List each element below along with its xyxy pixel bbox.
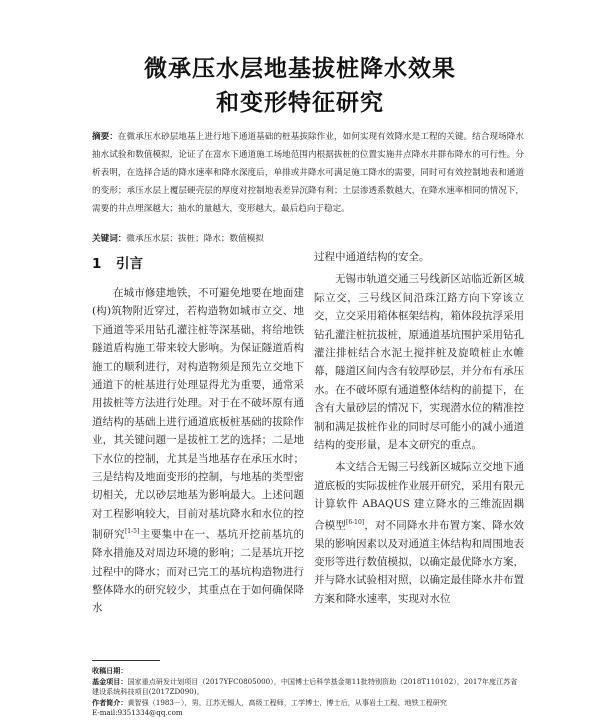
keywords-label: 关键词： — [92, 234, 127, 244]
keywords-text: 微承压水层；拔桩；降水；数值模拟 — [126, 234, 264, 244]
abstract-text: 在微承压水砂层地基上进行地下通道基础的桩基拔除作业，如何实现有效降水是工程的关键。结合现场降水抽水试验和数值模拟，论证了在富水下通道施工场地范围内根据拔桩的位置实施井点降水井群布降水的可行性。分析表明，在选择合适的降水速率和降水深度后，单排或井降水可满足施工降水的需要，同时可有效控制地表和通道的变形；承压水层上覆层硬壳层的厚度对控制地表差异沉降有利；土层渗透系数越大，在降水速率相同的情况下，需要的井点埋深越大；抽水的量越大，变形越大，最后趋向于稳定。 — [92, 132, 524, 214]
author-note — [92, 698, 524, 709]
paper-title-line-2: 和变形特征研究 — [216, 90, 384, 116]
intro-paragraph-3-continued: ，对不同降水井布置方案、降水效果的影响因素以及对通道主体结构和周围地表变形等进行数值模拟，以确定最优降水方案，并与降水试验相对照，以确定最佳降水井布置方案和降水速率，实现对水位 — [314, 519, 525, 605]
intro-paragraph-2: 无锡市轨道交通三号线新区站临近新区城际立交，三号线区间沿珠江路方向下穿该立交，立交采用箱体框架结构，箱体段抗浮采用钻孔灌注桩抗拔桩，原通道基坑围护采用钻孔灌注排桩结合水泥土搅拌桩及旋喷桩止水帷幕，隧道区间内含有较厚砂层，并分布有承压水。在不破坏原有通道整体结构的前提下，在含有大量砂层的情况下，实现潜水位的精准控制和满足拔桩作业的同时尽可能小的减小通道结构的变形量，是本文研究的重点。 — [314, 273, 524, 452]
intro-paragraph-3 — [314, 458, 524, 608]
keywords — [92, 232, 524, 246]
intro-paragraph-3-text: 本文结合无锡三号线新区城际立交地下通道底板的实际拔桩作业展开研究，采用有限元计算软件 ABAQUS 建立降水的三维流固耦合模型 — [314, 461, 524, 532]
paper-title-line-1: 微承压水层地基拔桩降水效果 — [144, 56, 456, 82]
citation-1-5: [1-5] — [124, 528, 140, 536]
author-text: 黄智强（1983－），男，江苏无锡人，高级工程师，工学博士，博士后，从事岩土工程、地铁工程研究 — [127, 697, 447, 707]
fund-label: 基金项目： — [92, 676, 128, 686]
fund-note — [92, 677, 524, 698]
intro-paragraph-1-continued: 主要集中在一、基坑开挖前基坑的降水措施及对周边环境的影响；二是基坑开挖过程中的降水；而对已完工的基坑构造物进行整体降水的研究较少，其重点在于如何确保降水 — [92, 528, 305, 615]
abstract — [92, 128, 524, 218]
received-date — [92, 666, 524, 677]
right-column — [314, 248, 524, 608]
intro-paragraph-1-text: 在城市修建地铁，不可避免地要在地面建(构)筑物附近穿过，若构造物如城市立交、地下通道等采用钻孔灌注桩等深基础，将给地铁隧道盾构施工带来较大影响。为保证隧道盾构施工的顺利进行，对构造物须是预先立交地下通道下的桩基进行处理显得尤为重要，通常采用拔桩等方法进行处理。对于在不破坏原有通道结构的基础上进行通道底板桩基础的拔除作业，其关键问题一是拔桩工艺的选择；二是地下水位的控制，尤其是当地基存在承压水时；三是结构及地面变形的控制，与地基的类型密切相关，尤以砂层地基为影响最大。上述问题对工程影响较大，目前对基坑降水和水位的控制研究 — [92, 287, 304, 541]
left-column — [92, 284, 304, 618]
citation-6-10: [6-10] — [345, 518, 365, 526]
section-heading-introduction — [92, 252, 143, 272]
section-title: 引言 — [116, 256, 143, 272]
intro-paragraph-1-end: 过程中通道结构的安全。 — [314, 251, 430, 263]
footnotes — [92, 666, 524, 719]
section-number: 1 — [92, 256, 102, 272]
received-label: 收稿日期： — [92, 666, 128, 675]
intro-paragraph-1 — [92, 284, 304, 618]
footnote-divider — [92, 660, 160, 661]
abstract-label: 摘要： — [92, 132, 118, 142]
author-email: E-mail:9351334@qq.com — [92, 708, 183, 718]
author-label: 作者简介： — [92, 697, 128, 707]
fund-text: 国家重点研发计划项目（2017YFC0805000），中国博士后科学基金第11批特别资助（2018T110102），2017年度江苏省建设系统科技项目(2017ZD090)。 — [92, 676, 518, 697]
